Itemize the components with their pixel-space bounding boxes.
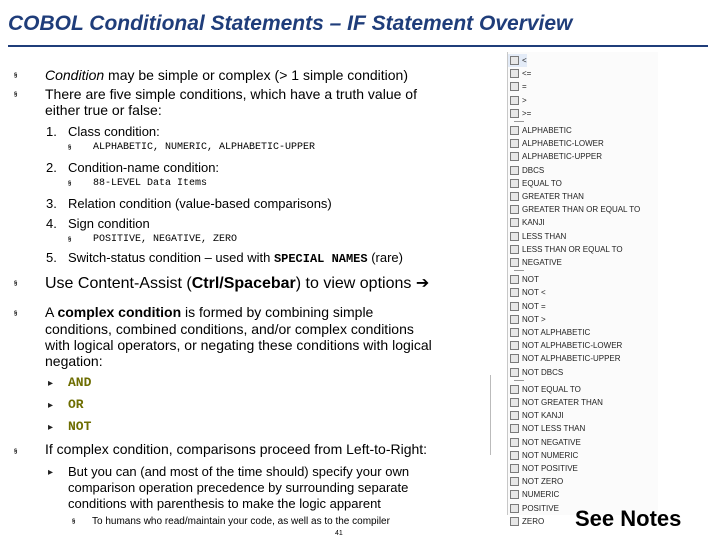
assist-proposal-item[interactable] [508, 137, 604, 150]
bullet-condition: Condition may be simple or complex (> 1 simple condition) [45, 67, 408, 83]
assist-proposal-item[interactable] [508, 436, 581, 449]
assist-proposal-label: LESS THAN OR EQUAL TO [522, 244, 623, 254]
keyword-proposal-icon [510, 288, 519, 297]
bullet-marker: § [14, 281, 18, 287]
assist-proposal-label: GREATER THAN OR EQUAL TO [522, 205, 641, 215]
bullet-marker: § [14, 92, 18, 98]
sub-bullet-marker: § [68, 181, 72, 187]
assist-proposal-label: NUMERIC [522, 490, 560, 500]
keyword-proposal-icon [510, 398, 519, 407]
slide-title: COBOL Conditional Statements – IF Statement Overview [8, 12, 573, 35]
list-item: 4. Sign condition [46, 216, 150, 231]
logical-operator-not: NOT [68, 419, 92, 434]
triangle-bullet-icon: ▸ [48, 467, 54, 478]
bullet-marker: § [14, 73, 18, 79]
triangle-bullet-icon: ▸ [48, 400, 54, 411]
assist-proposal-item[interactable] [508, 177, 562, 190]
keyword-proposal-icon [510, 245, 519, 254]
assist-proposal-item[interactable] [508, 107, 531, 120]
keyword-proposal-icon [510, 192, 519, 201]
assist-proposal-label: NOT GREATER THAN [522, 398, 603, 407]
triangle-bullet-icon: ▸ [48, 422, 54, 433]
keyword-proposal-icon [510, 451, 519, 460]
assist-proposal-item[interactable] [508, 150, 602, 163]
keyword-proposal-icon [510, 139, 519, 148]
precedence-line: But you can (and most of the time should) specify your own [68, 464, 410, 479]
special-names-keyword: SPECIAL NAMES [273, 252, 368, 266]
assist-proposal-item[interactable] [508, 396, 603, 409]
humans-note: To humans who read/maintain your code, as well as to the compiler [92, 516, 390, 527]
triangle-bullet-icon: ▸ [48, 378, 54, 389]
keyword-proposal-icon [510, 302, 519, 311]
assist-proposal-label: NOT DBCS [522, 367, 564, 377]
assist-proposal-item[interactable] [508, 366, 563, 379]
assist-proposal-item[interactable] [508, 422, 585, 435]
assist-proposal-label: NEGATIVE [522, 258, 562, 267]
group-separator [514, 380, 524, 381]
logical-operator-or: OR [68, 397, 84, 412]
keyword-proposal-icon [510, 205, 519, 214]
assist-proposal-item[interactable] [508, 409, 564, 422]
sub-bullet-marker: § [68, 237, 72, 243]
assist-proposal-label: <= [522, 69, 532, 79]
assist-proposal-item[interactable] [508, 243, 623, 256]
group-separator [514, 270, 524, 271]
assist-proposal-label: NOT EQUAL TO [522, 384, 581, 394]
keyword-proposal-icon [510, 275, 519, 284]
assist-proposal-item[interactable] [508, 67, 531, 80]
keyword-proposal-icon [510, 490, 519, 499]
complex-condition-line: with logical operators, or negating these conditions with logical [45, 337, 432, 353]
assist-proposal-label: NOT KANJI [522, 411, 564, 421]
assist-proposal-label: = [522, 82, 527, 92]
assist-proposal-label: NOT LESS THAN [522, 424, 586, 434]
assist-proposal-item[interactable] [508, 203, 640, 216]
sub-bullet-marker: § [72, 519, 76, 525]
bullet-content-assist: Use Content-Assist (Ctrl/Spacebar) to view options ➔ [45, 275, 430, 292]
keyword-proposal-icon [510, 504, 519, 513]
assist-proposal-label: < [522, 56, 527, 65]
assist-proposal-item[interactable] [508, 190, 584, 203]
keyword-proposal-icon [510, 82, 519, 91]
precedence-line: comparison operation precedence by surrounding separate [68, 480, 409, 495]
logical-operator-and: AND [68, 375, 92, 390]
assist-proposal-item[interactable] [508, 502, 559, 515]
assist-proposal-label: NOT ZERO [522, 477, 564, 487]
keyword-proposal-icon [510, 411, 519, 420]
bullet-five-conditions: There are five simple conditions, which have a truth value of [45, 86, 417, 102]
keyword-proposal-icon [510, 96, 519, 105]
keyword-proposal-icon [510, 152, 519, 161]
assist-proposal-item[interactable] [508, 475, 563, 488]
assist-proposal-item[interactable] [508, 515, 544, 528]
keyword-proposal-icon [510, 232, 519, 241]
assist-proposal-item[interactable] [508, 300, 546, 313]
bullet-five-conditions-cont: either true or false: [45, 102, 162, 118]
assist-proposal-item[interactable] [508, 352, 621, 365]
complex-condition-line: negation: [45, 353, 103, 369]
assist-proposal-label: NOT = [522, 301, 546, 311]
group-separator [514, 121, 524, 122]
keyword-proposal-icon [510, 438, 519, 447]
keyword-proposal-icon [510, 69, 519, 78]
keyword-proposal-icon [510, 218, 519, 227]
assist-proposal-label: NOT < [522, 288, 546, 298]
assist-proposal-item[interactable] [508, 449, 578, 462]
assist-proposal-label: NOT ALPHABETIC-UPPER [522, 354, 621, 364]
assist-proposal-label: GREATER THAN [522, 192, 584, 201]
bullet-complex-condition: A complex condition is formed by combining simple [45, 304, 374, 320]
list-item: 3. Relation condition (value-based comparisons) [46, 196, 332, 211]
assist-proposal-item[interactable] [508, 230, 566, 243]
keyword-proposal-icon [510, 517, 519, 526]
arrow-right-icon: ➔ [415, 275, 430, 292]
assist-proposal-item[interactable] [508, 124, 572, 137]
assist-proposal-item[interactable] [508, 286, 546, 299]
assist-proposal-label: NOT ALPHABETIC-LOWER [522, 341, 623, 351]
assist-proposal-label: NOT ALPHABETIC [522, 328, 591, 337]
bullet-marker: § [14, 449, 18, 455]
keyword-proposal-icon [510, 477, 519, 486]
assist-proposal-label: ALPHABETIC-LOWER [522, 139, 604, 149]
keyword-proposal-icon [510, 341, 519, 350]
list-item: 2. Condition-name condition: [46, 160, 220, 175]
keyword-proposal-icon [510, 109, 519, 118]
complex-condition-line: conditions, combined conditions, and/or complex conditions [45, 321, 414, 337]
assist-proposal-label: ALPHABETIC-UPPER [522, 152, 603, 162]
keyword-proposal-icon [510, 464, 519, 473]
keyword-proposal-icon [510, 56, 519, 65]
assist-proposal-item[interactable] [508, 326, 590, 339]
keyword-proposal-icon [510, 354, 519, 363]
assist-proposal-item[interactable] [508, 383, 581, 396]
assist-proposal-item[interactable] [508, 313, 546, 326]
assist-proposal-label: DBCS [522, 165, 545, 175]
keyword-proposal-icon [510, 424, 519, 433]
assist-proposal-item[interactable] [508, 462, 578, 475]
assist-proposal-label: LESS THAN [522, 231, 567, 241]
assist-proposal-label: ALPHABETIC [522, 126, 572, 135]
assist-proposal-item[interactable] [508, 94, 527, 107]
precedence-line: conditions with parenthesis to make the logic apparent [68, 496, 381, 511]
assist-proposal-label: EQUAL TO [522, 178, 562, 188]
assist-proposal-label: POSITIVE [522, 503, 559, 513]
list-item: 1. Class condition: [46, 124, 160, 139]
condition-name-values: 88-LEVEL Data Items [93, 178, 208, 189]
keyword-proposal-icon [510, 385, 519, 394]
keyword-proposal-icon [510, 258, 519, 267]
assist-proposal-item[interactable] [508, 273, 539, 286]
keyword-proposal-icon [510, 179, 519, 188]
assist-proposal-item[interactable] [508, 339, 622, 352]
sign-condition-values: POSITIVE, NEGATIVE, ZERO [93, 234, 238, 245]
assist-proposal-label: ZERO [522, 516, 545, 526]
assist-proposal-item[interactable] [508, 256, 562, 269]
assist-proposal-label: NOT > [522, 314, 546, 324]
class-condition-values: ALPHABETIC, NUMERIC, ALPHABETIC-UPPER [93, 142, 316, 153]
panel-connector [490, 375, 507, 455]
assist-proposal-label: NOT NEGATIVE [522, 437, 581, 447]
sub-bullet-marker: § [68, 145, 72, 151]
assist-proposal-label: >= [522, 108, 532, 118]
assist-proposal-label: NOT NUMERIC [522, 450, 579, 460]
assist-proposal-label: KANJI [522, 218, 545, 228]
keyword-proposal-icon [510, 126, 519, 135]
keyword-proposal-icon [510, 315, 519, 324]
assist-proposal-item[interactable] [508, 488, 559, 501]
list-item: 5. Switch-status condition – used with SPECIAL NAMES (rare) [46, 250, 403, 266]
assist-proposal-label: NOT POSITIVE [522, 464, 578, 473]
bullet-left-to-right: If complex condition, comparisons proceed from Left-to-Right: [45, 441, 428, 457]
assist-proposal-item[interactable] [508, 80, 527, 93]
bullet-marker: § [14, 311, 18, 317]
keyword-proposal-icon [510, 328, 519, 337]
assist-proposal-item[interactable] [508, 216, 545, 229]
assist-proposal-item[interactable] [508, 54, 527, 67]
assist-proposal-label: NOT [522, 275, 539, 285]
keyword-proposal-icon [510, 368, 519, 377]
page-number: 41 [335, 530, 343, 537]
assist-proposal-item[interactable] [508, 164, 544, 177]
keyword-proposal-icon [510, 166, 519, 175]
assist-proposal-label: > [522, 95, 527, 105]
see-notes-label: See Notes [575, 506, 682, 531]
